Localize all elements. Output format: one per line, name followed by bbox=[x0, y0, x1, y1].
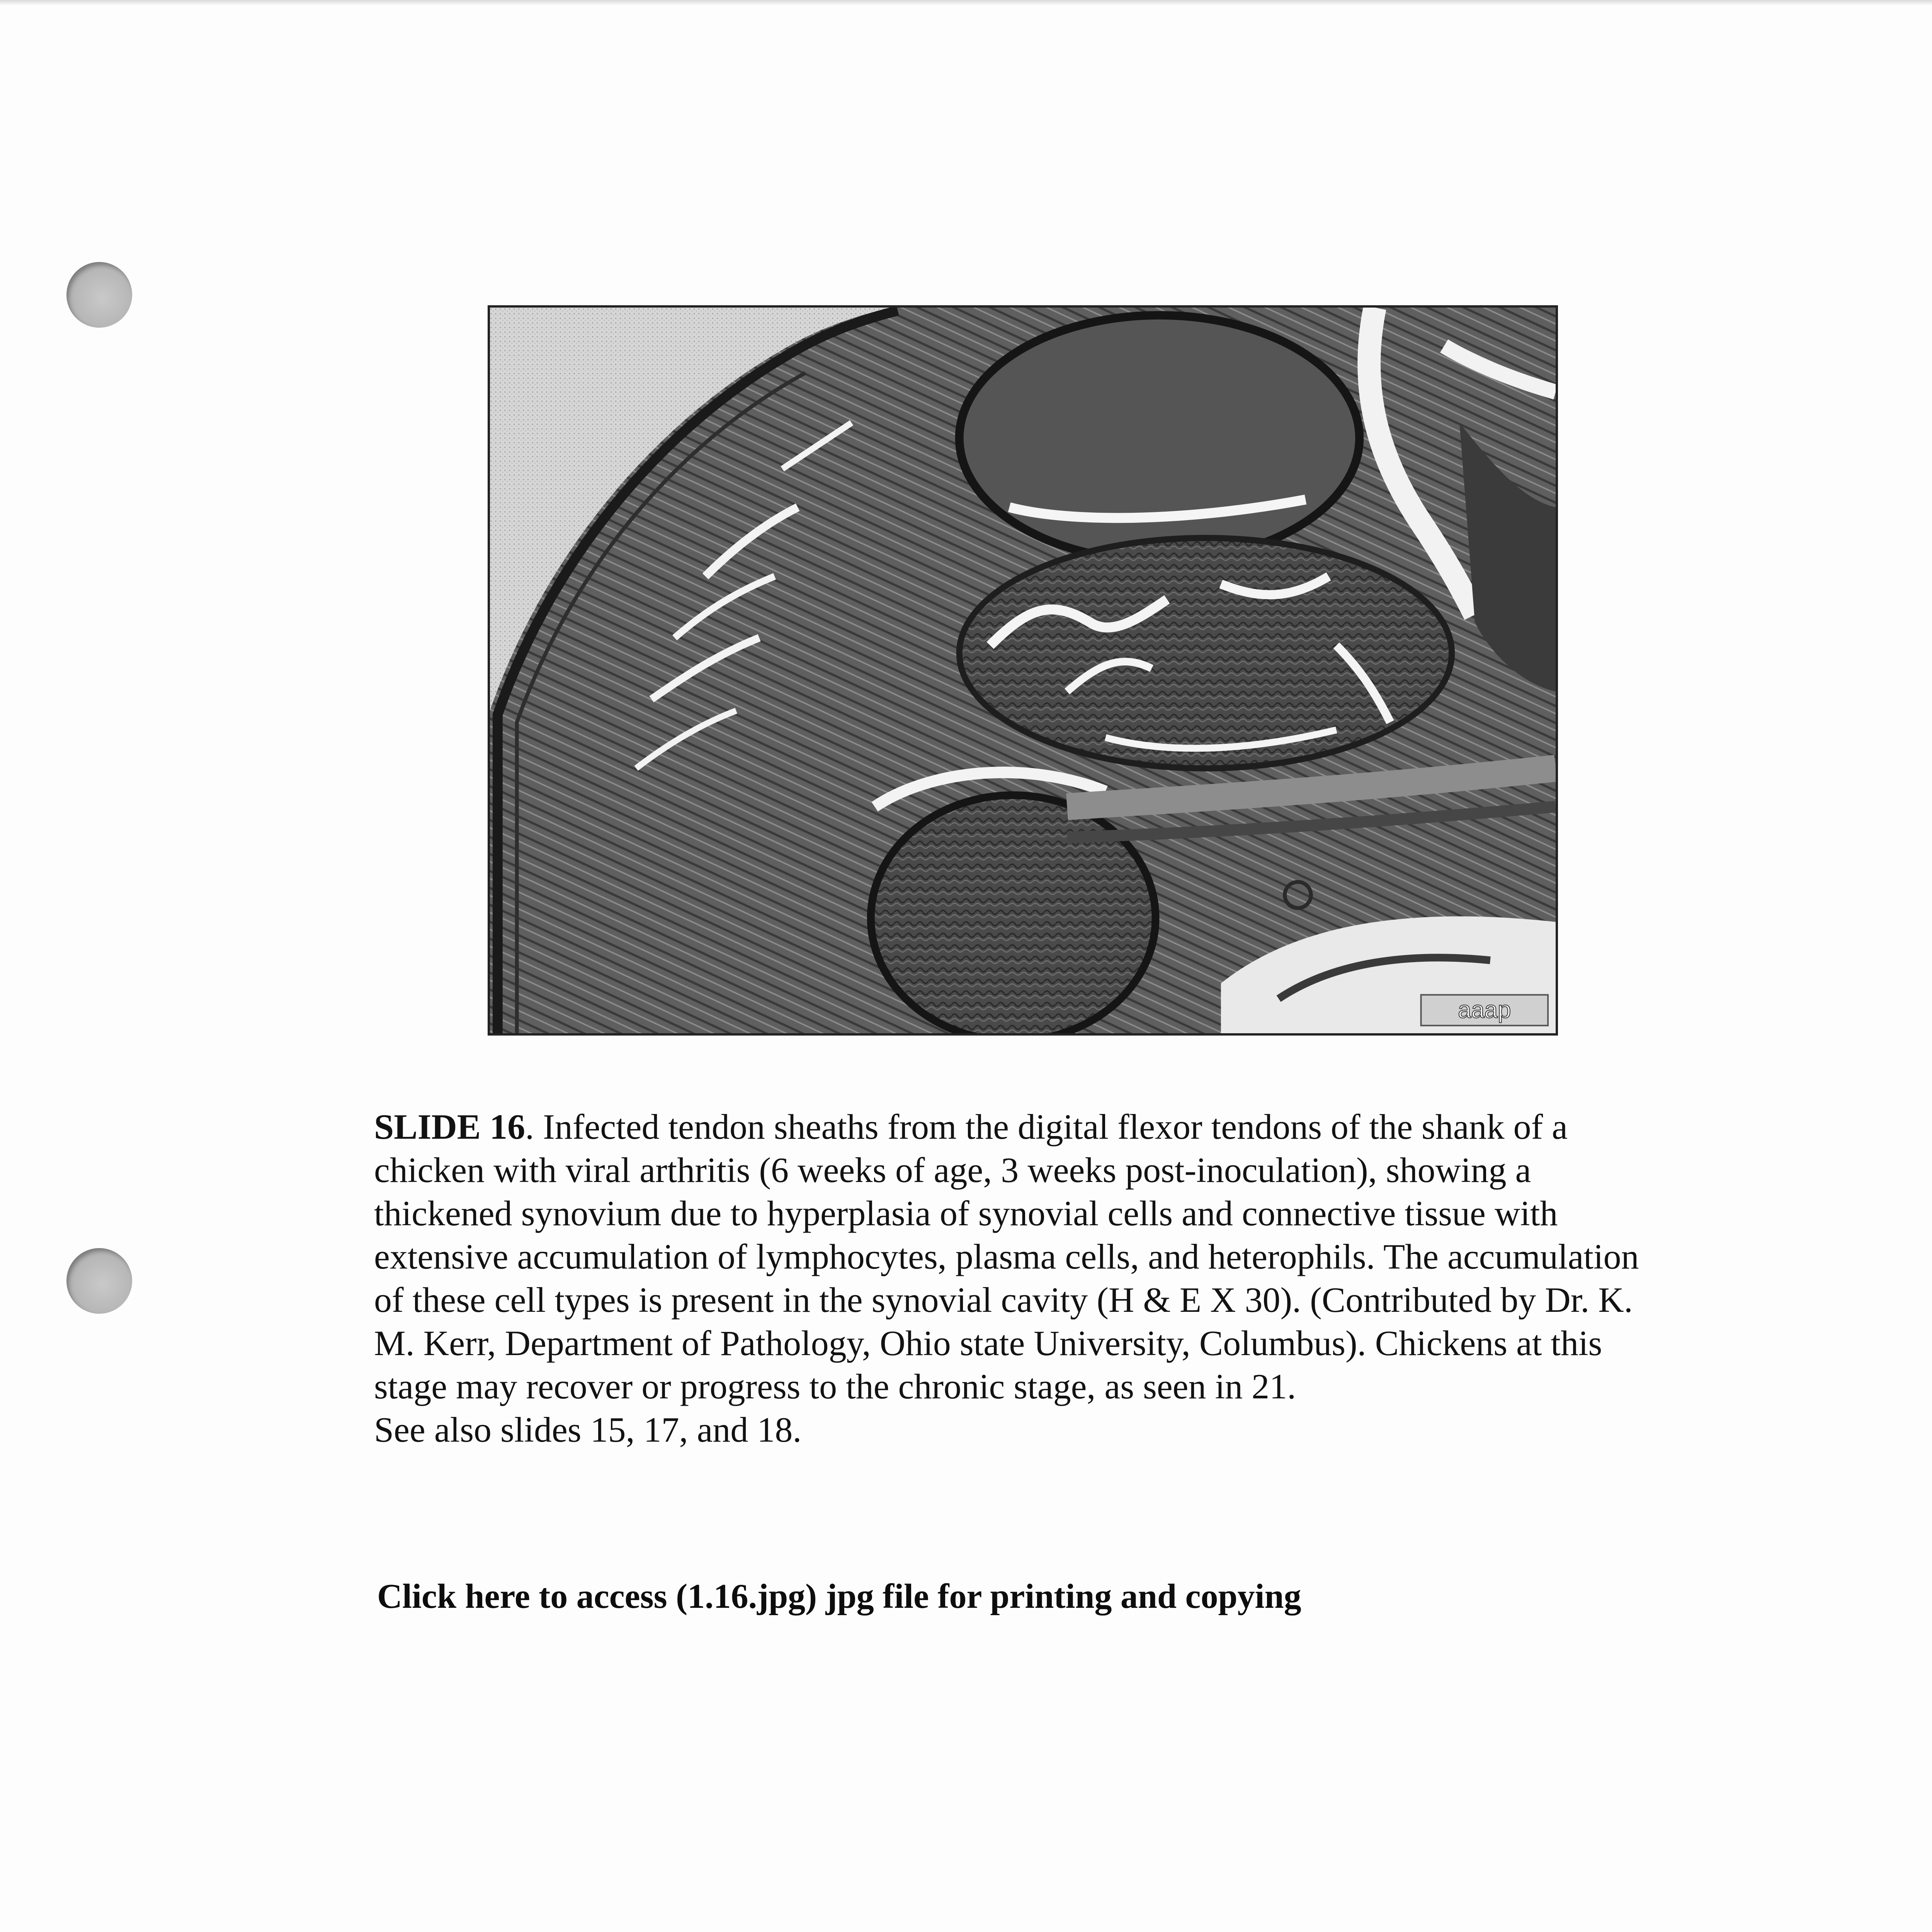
slide-label: SLIDE 16 bbox=[374, 1107, 526, 1146]
caption-line: stage may recover or progress to the chronic stage, as seen in 21. bbox=[374, 1367, 1296, 1406]
caption-line: extensive accumulation of lymphocytes, plasma cells, and heterophils. The accumulation bbox=[374, 1237, 1639, 1276]
caption-line: of these cell types is present in the synovial cavity (H & E X 30). (Contributed by Dr. K. bbox=[374, 1280, 1633, 1320]
histology-micrograph-icon bbox=[490, 308, 1556, 1033]
watermark-text: aaap bbox=[1458, 997, 1511, 1024]
caption-line: chicken with viral arthritis (6 weeks of age, 3 weeks post-inoculation), showing a bbox=[374, 1150, 1531, 1190]
caption-line: thickened synovium due to hyperplasia of synovial cells and connective tissue with bbox=[374, 1194, 1558, 1233]
jpg-access-link[interactable]: Click here to access (1.16.jpg) jpg file for printing and copying bbox=[377, 1577, 1301, 1616]
punch-hole-icon bbox=[66, 262, 132, 328]
page-edge-top bbox=[0, 0, 1932, 5]
caption-line: See also slides 15, 17, and 18. bbox=[374, 1410, 802, 1449]
caption-line bbox=[374, 1105, 1711, 1148]
caption-line: M. Kerr, Department of Pathology, Ohio state University, Columbus). Chickens at this bbox=[374, 1323, 1602, 1363]
caption-text: . Infected tendon sheaths from the digital flexor tendons of the shank of a bbox=[525, 1107, 1568, 1146]
figure-caption bbox=[374, 1105, 1711, 1451]
punch-hole-icon bbox=[66, 1248, 132, 1314]
histology-micrograph bbox=[488, 305, 1558, 1036]
